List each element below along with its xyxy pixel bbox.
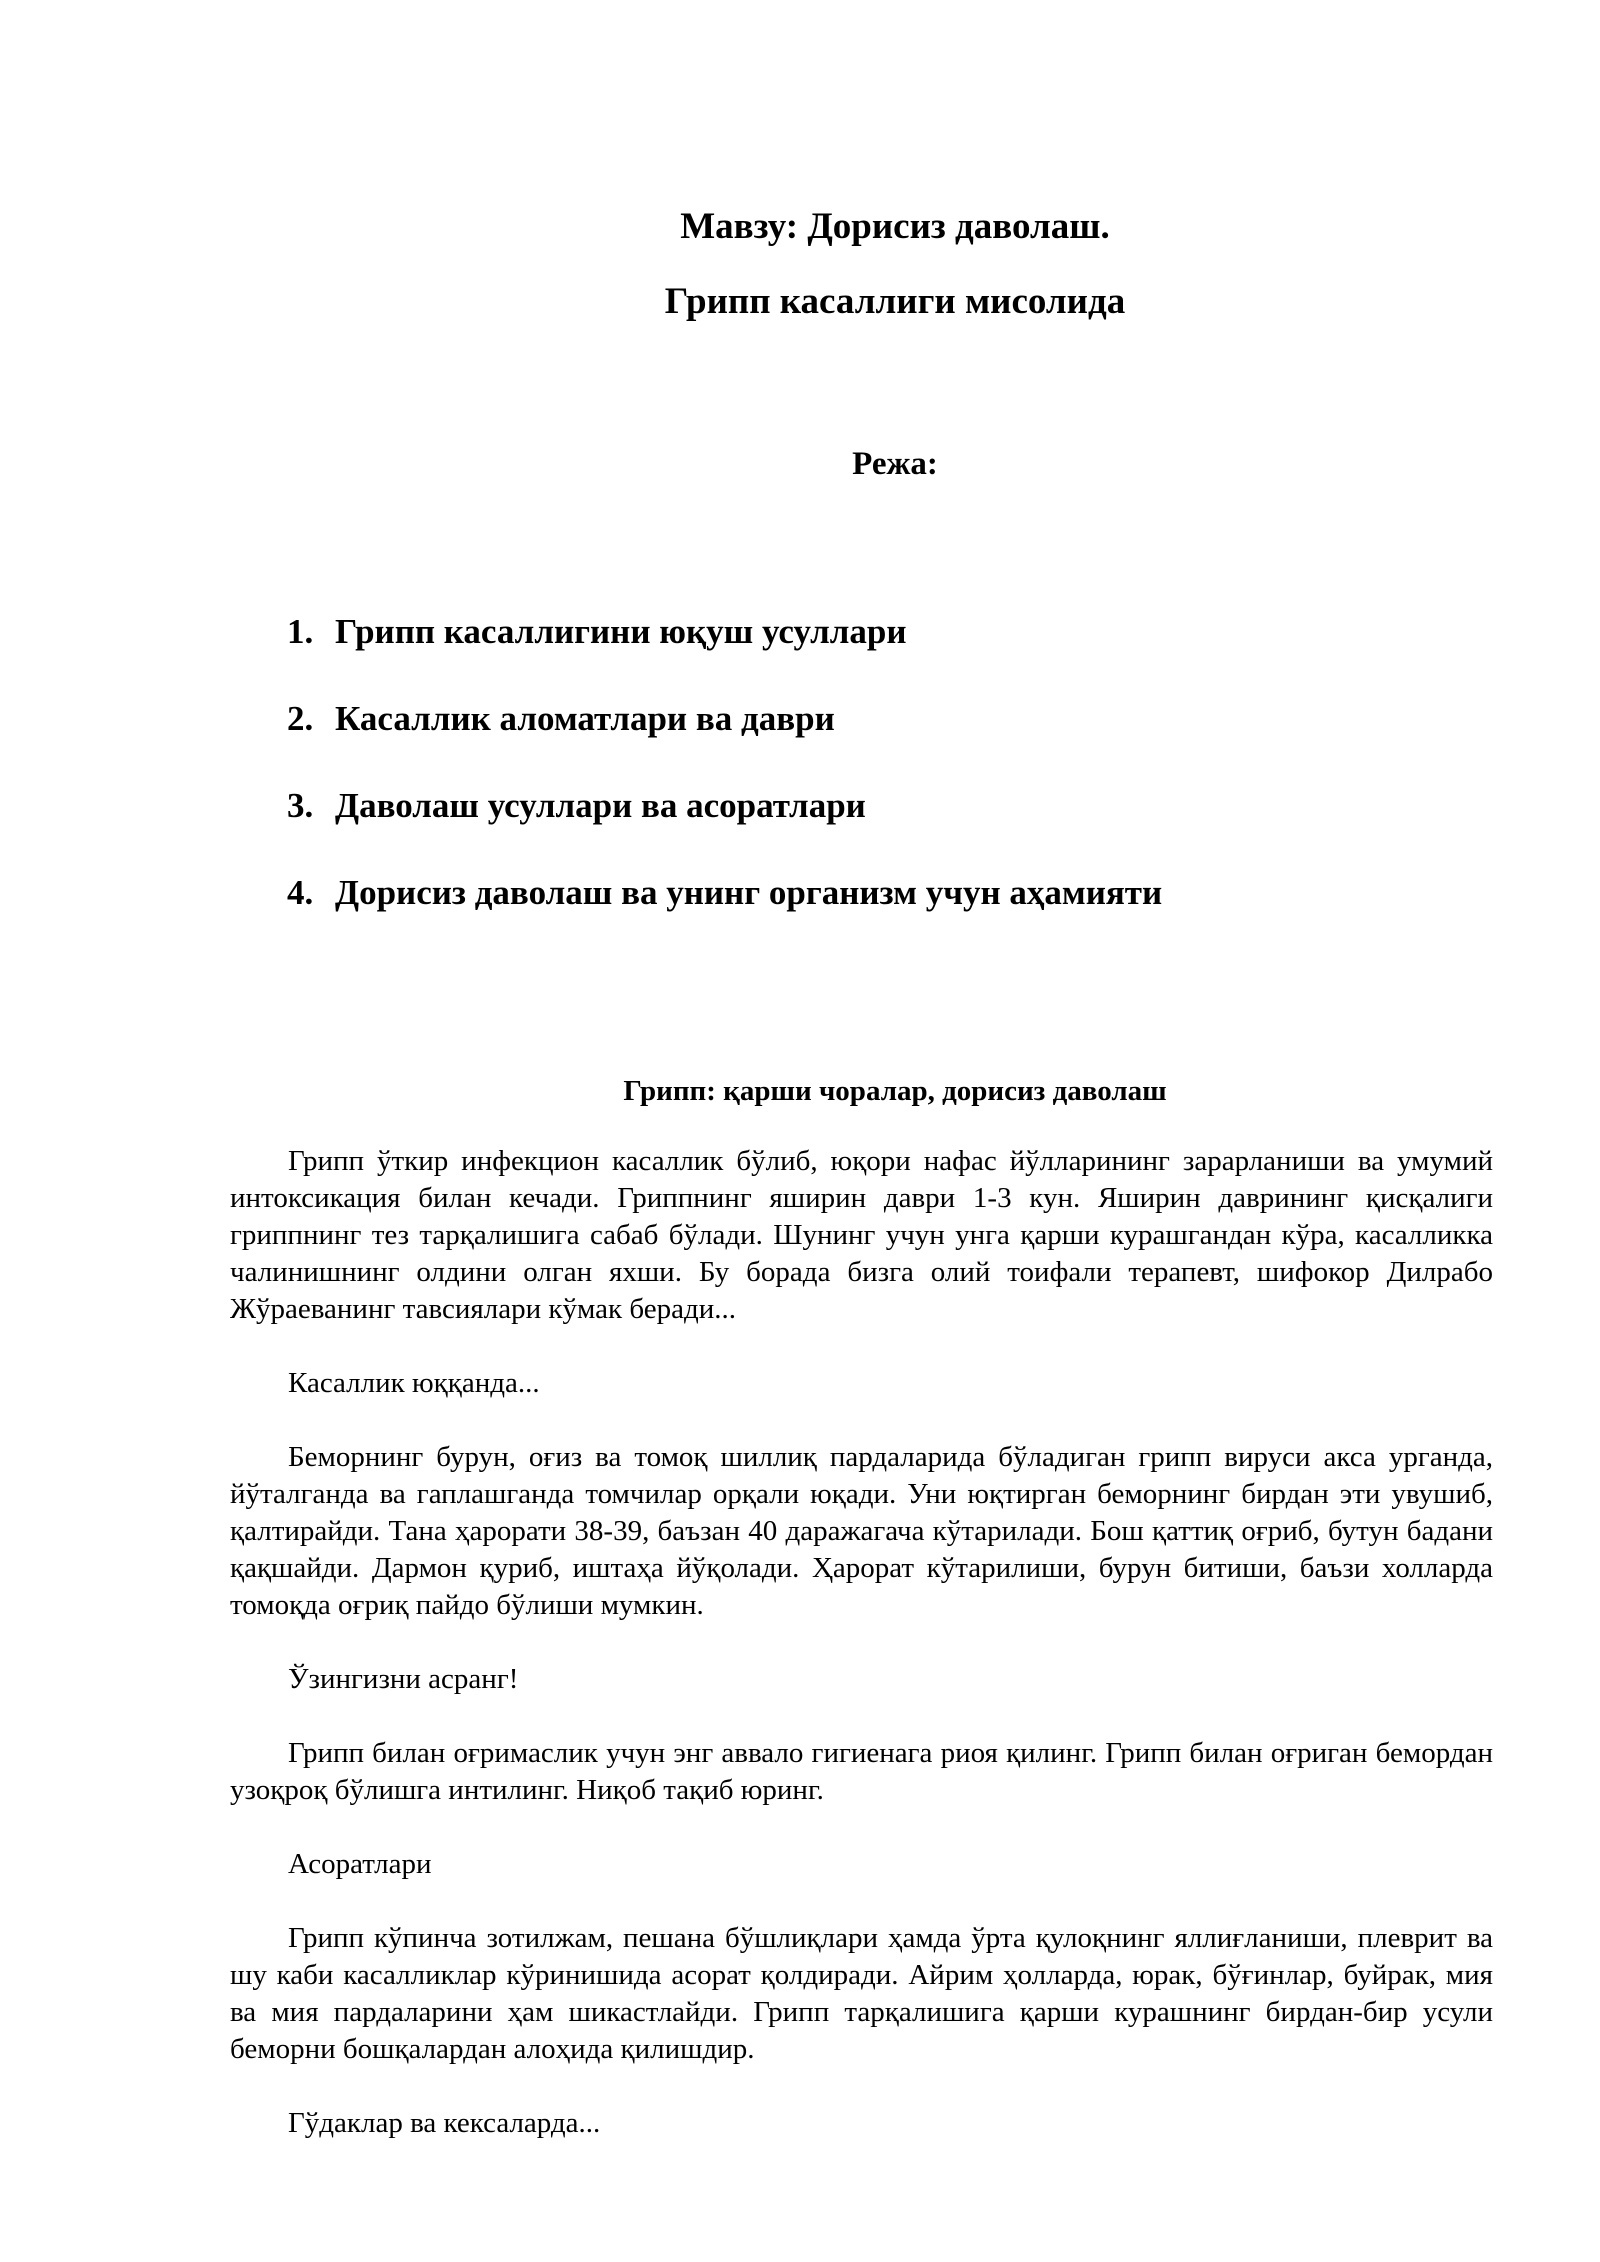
document-title-line-1: Мавзу: Дорисиз даволаш. bbox=[680, 206, 1110, 247]
paragraph: Асоратлари bbox=[288, 1848, 432, 1880]
paragraph: Ўзингизни асранг! bbox=[288, 1663, 519, 1695]
plan-item-number: 3. bbox=[287, 786, 314, 825]
paragraph: Касаллик юққанда... bbox=[288, 1367, 540, 1399]
document-title-line-2: Грипп касаллиги мисолида bbox=[664, 281, 1126, 322]
plan-item-number: 1. bbox=[287, 612, 314, 651]
plan-item bbox=[287, 697, 1162, 784]
plan-item-text: Даволаш усуллари ва асоратлари bbox=[335, 786, 866, 825]
paragraph: Грипп билан оғримаслик учун энг аввало гигиенага риоя қилинг. Грипп билан оғриган бемордан узоқроқ бўлишга интилинг. Ниқоб тақиб юринг. bbox=[230, 1737, 1493, 1806]
paragraph: Гўдаклар ва кексаларда... bbox=[288, 2107, 601, 2139]
paragraph: Грипп ўткир инфекцион касаллик бўлиб, юқори нафас йўлларининг зарарланиши ва умумий интоксикация билан кечади. Гриппнинг яширин даври 1-3 кун. Яширин даврининг қисқалиги гриппнинг тез тарқалишига сабаб бўлади. Шунинг учун унга қарши курашгандан кўра, касалликка чалинишнинг олдини олган яхши. Бу борада бизга олий тоифали терапевт, шифокор Дилрабо Жўраеванинг тавсиялари кўмак беради... bbox=[230, 1145, 1493, 1325]
plan-item bbox=[287, 610, 1162, 697]
plan-item-text: Грипп касаллигини юқуш усуллари bbox=[335, 612, 907, 651]
plan-item bbox=[287, 784, 1162, 871]
plan-list bbox=[287, 610, 1162, 958]
body-text bbox=[230, 1143, 1493, 2179]
paragraph: Беморнинг бурун, оғиз ва томоқ шиллиқ пардаларида бўладиган грипп вируси акса урганда, йўталганда ва гаплашганда томчилар орқали юқади. Уни юқтирган беморнинг бирдан эти увушиб, қалтирайди. Тана ҳарорати 38-39, баъзан 40 даражагача кўтарилади. Бош қаттиқ оғриб, бутун бадани қақшайди. Дармон қуриб, иштаҳа йўқолади. Ҳарорат кўтарилиши, бурун битиши, баъзи холларда томоқда оғриқ пайдо бўлиши мумкин. bbox=[230, 1441, 1493, 1621]
plan-heading: Режа: bbox=[852, 446, 938, 482]
plan-item-text: Дорисиз даволаш ва унинг организм учун аҳамияти bbox=[335, 873, 1163, 912]
plan-item-text: Касаллик аломатлари ва даври bbox=[335, 699, 835, 738]
plan-item bbox=[287, 871, 1162, 958]
plan-item-number: 4. bbox=[287, 873, 314, 912]
paragraph: Грипп кўпинча зотилжам, пешана бўшлиқлари ҳамда ўрта қулоқнинг яллиғланиши, плеврит ва шу каби касалликлар кўринишида асорат қолдиради. Айрим ҳолларда, юрак, бўғинлар, буйрак, мия ва мия пардаларини ҳам шикастлайди. Грипп тарқалишига қарши курашнинг бирдан-бир усули беморни бошқалардан алоҳида қилишдир. bbox=[230, 1922, 1493, 2065]
plan-item-number: 2. bbox=[287, 699, 314, 738]
section-heading: Грипп: қарши чоралар, дорисиз даволаш bbox=[623, 1075, 1167, 1107]
